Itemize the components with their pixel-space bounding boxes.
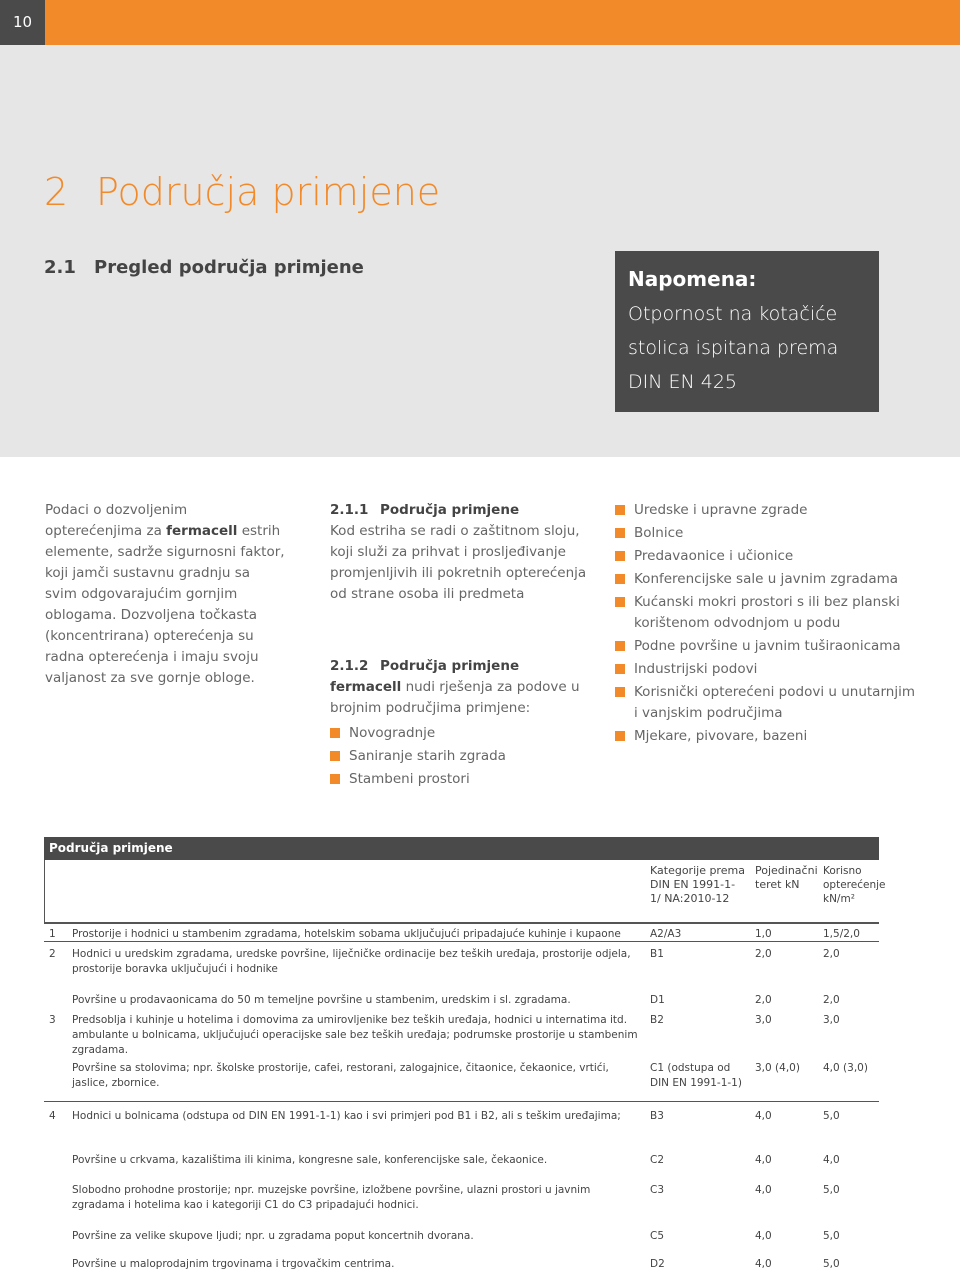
table-row — [44, 1229, 879, 1253]
note-line: Otpornost na kotačiće — [628, 303, 838, 325]
page-number: 10 — [0, 0, 45, 45]
subsection-text: Kod estriha se radi o zaštitnom sloju, koji služi za prihvat i prosljeđivanje promjenljivih ili pokretnih opterećenja od strane osoba ili predmeta — [330, 523, 587, 602]
table-border — [44, 860, 45, 922]
table-cell-k: B3 — [650, 1110, 664, 1122]
table-cell-p: 4,0 — [755, 1110, 772, 1122]
chapter-title-text: Područja primjene — [96, 170, 441, 214]
table-cell-t: Površine u prodavaonicama do 50 m temeljne površine u stambenim, uredskim i sl. zgradama. — [72, 994, 571, 1006]
table-cell-n: 1 — [49, 928, 56, 940]
table-cell-t: Površine u crkvama, kazalištima ili kinima, kongresne sale, konferencijske sale, čekaonice. — [72, 1154, 548, 1166]
table-cell-t: Hodnici u bolnicama (odstupa od DIN EN 1991-1-1) kao i svi primjeri pod B1 i B2, ali s teškim uređajima; — [72, 1110, 621, 1122]
table-cell-k: C3 — [650, 1184, 665, 1196]
list-item: Konferencijske sale u javnim zgradama — [615, 569, 915, 590]
header-point-load: Pojedinačni teret kN — [755, 864, 818, 891]
uses-list — [615, 500, 915, 747]
table-cell-o: 4,0 — [823, 1154, 840, 1166]
section-title-text: Pregled područja primjene — [94, 257, 364, 278]
subsection-heading — [330, 500, 605, 521]
table-cell-t: Površine sa stolovima; npr. školske prostorije, cafei, restorani, zalogajnice, čitaonice, čekaonice, vrtići, jaslice, zbornice. — [72, 1062, 609, 1089]
list-item: Uredske i upravne zgrade — [615, 500, 915, 521]
table-cell-t: Površine za velike skupove ljudi; npr. u zgradama poput koncertnih dvorana. — [72, 1230, 474, 1242]
table-cell-k: D1 — [650, 994, 665, 1006]
list-item: Kućanski mokri prostori s ili bez planski korištenom odvodnjom u podu — [615, 592, 915, 634]
list-item: Novogradnje — [330, 723, 605, 744]
subsections — [330, 500, 605, 792]
load-table — [44, 837, 886, 1273]
note-title: Napomena: — [628, 267, 757, 291]
table-row — [44, 1183, 879, 1225]
subsection-title: Područja primjene — [380, 502, 520, 518]
table-cell-n: 3 — [49, 1014, 56, 1026]
table-cell-k: A2/A3 — [650, 928, 682, 940]
list-item: Podne površine u javnim tuširaonicama — [615, 636, 915, 657]
list-item: Predavaonice i učionice — [615, 546, 915, 567]
table-cell-o: 5,0 — [823, 1184, 840, 1196]
table-cell-o: 5,0 — [823, 1230, 840, 1242]
subsection-number: 2.1.1 — [330, 502, 369, 518]
table-cell-t: Hodnici u uredskim zgradama, uredske površine, liječničke ordinacije bez teških uređaja, prostorije odjela, prostorije boravka uključujući i hodnike — [72, 948, 631, 975]
list-item: Mjekare, pivovare, bazeni — [615, 726, 915, 747]
section-title — [44, 257, 364, 278]
table-row — [44, 1109, 879, 1149]
header-imposed-load: Korisno opterećenje kN/m² — [823, 865, 886, 905]
table-cell-k: C5 — [650, 1230, 665, 1242]
table-cell-p: 3,0 — [755, 1014, 772, 1026]
table-cell-o: 3,0 — [823, 1014, 840, 1026]
table-cell-p: 4,0 — [755, 1184, 772, 1196]
table-cell-o: 2,0 — [823, 948, 840, 960]
table-cell-n: 4 — [49, 1110, 56, 1122]
list-item: Saniranje starih zgrada — [330, 746, 605, 767]
subsection-text-body: nudi rješenja za podove u brojnim područjima primjene: — [330, 679, 580, 716]
row-divider — [44, 923, 879, 924]
note-text — [628, 297, 867, 399]
chapter-number: 2 — [44, 170, 69, 214]
table-cell-o: 5,0 — [823, 1258, 840, 1270]
table-row — [44, 1061, 879, 1105]
table-row — [44, 993, 879, 1011]
header-category: Kategorije prema DIN EN 1991-1-1/ NA:2010-12 — [650, 864, 745, 905]
table-cell-n: 2 — [49, 948, 56, 960]
table-row — [44, 927, 879, 945]
note-box — [615, 251, 879, 412]
subsection-number: 2.1.2 — [330, 658, 369, 674]
top-bar — [0, 0, 960, 45]
note-line: DIN EN 425 — [628, 371, 738, 393]
section-number: 2.1 — [44, 257, 76, 278]
table-cell-o: 2,0 — [823, 994, 840, 1006]
intro-text — [45, 500, 285, 689]
table-title: Područja primjene — [44, 837, 879, 860]
note-line: stolica ispitana prema — [628, 337, 839, 359]
intro-part: estrih elemente, sadrže sigurnosni faktor, koji jamči sustavnu gradnju sa svim odgovarajućim gornjim oblogama. Dozvoljena točkasta (koncentrirana) opterećenja su radna opterećenja i imaju svoju valjanost za sve gornje obloge. — [45, 523, 285, 686]
table-cell-p: 3,0 (4,0) — [755, 1062, 800, 1074]
table-cell-t: Slobodno prohodne prostorije; npr. muzejske površine, izložbene površine, ulazni prostori u javnim zgradama i hotelima kao i kategoriji C1 do C3 pripadajući hodnici. — [72, 1184, 591, 1211]
table-row — [44, 947, 879, 987]
table-cell-o: 4,0 (3,0) — [823, 1062, 868, 1074]
table-cell-o: 1,5/2,0 — [823, 928, 860, 940]
table-row — [44, 1153, 879, 1177]
chapter-title — [44, 170, 440, 214]
brand-name: fermacell — [166, 523, 238, 539]
intro-part: opterećenjima za — [45, 523, 167, 539]
table-row — [44, 1013, 879, 1059]
subsection-heading — [330, 656, 605, 677]
application-list — [330, 723, 605, 790]
table-cell-k: C2 — [650, 1154, 665, 1166]
list-item: Industrijski podovi — [615, 659, 915, 680]
table-cell-p: 1,0 — [755, 928, 772, 940]
table-cell-k: C1 (odstupa od DIN EN 1991-1-1) — [650, 1062, 742, 1089]
subsection-title: Područja primjene — [380, 658, 520, 674]
intro-part: Podaci o dozvoljenim — [45, 502, 188, 518]
table-cell-k: B1 — [650, 948, 664, 960]
table-cell-p: 4,0 — [755, 1230, 772, 1242]
table-cell-p: 2,0 — [755, 994, 772, 1006]
subsection-text — [330, 677, 605, 719]
table-cell-t: Predsoblja i kuhinje u hotelima i domovima za umirovljenike bez teških uređaja, hodnici u internatima itd. ambulante u bolnicama, uključujući operacijske sale bez teških uređaja; podrumske prostorije u stambenim zgradama. — [72, 1014, 638, 1056]
list-item: Korisnički opterećeni podovi u unutarnjim i vanjskim područjima — [615, 682, 915, 724]
table-row — [44, 1257, 879, 1277]
table-body — [44, 923, 879, 1273]
table-cell-p: 4,0 — [755, 1154, 772, 1166]
table-cell-p: 2,0 — [755, 948, 772, 960]
table-cell-o: 5,0 — [823, 1110, 840, 1122]
uses-column — [615, 500, 915, 749]
table-cell-t: Površine u maloprodajnim trgovinama i trgovačkim centrima. — [72, 1258, 395, 1270]
list-item: Bolnice — [615, 523, 915, 544]
table-header — [44, 860, 886, 923]
table-cell-k: B2 — [650, 1014, 664, 1026]
brand-name: fermacell — [330, 679, 402, 695]
table-cell-p: 4,0 — [755, 1258, 772, 1270]
table-cell-k: D2 — [650, 1258, 665, 1270]
table-cell-t: Prostorije i hodnici u stambenim zgradama, hotelskim sobama uključujući pripadajuće kuhinje i kupaone — [72, 928, 621, 940]
list-item: Stambeni prostori — [330, 769, 605, 790]
